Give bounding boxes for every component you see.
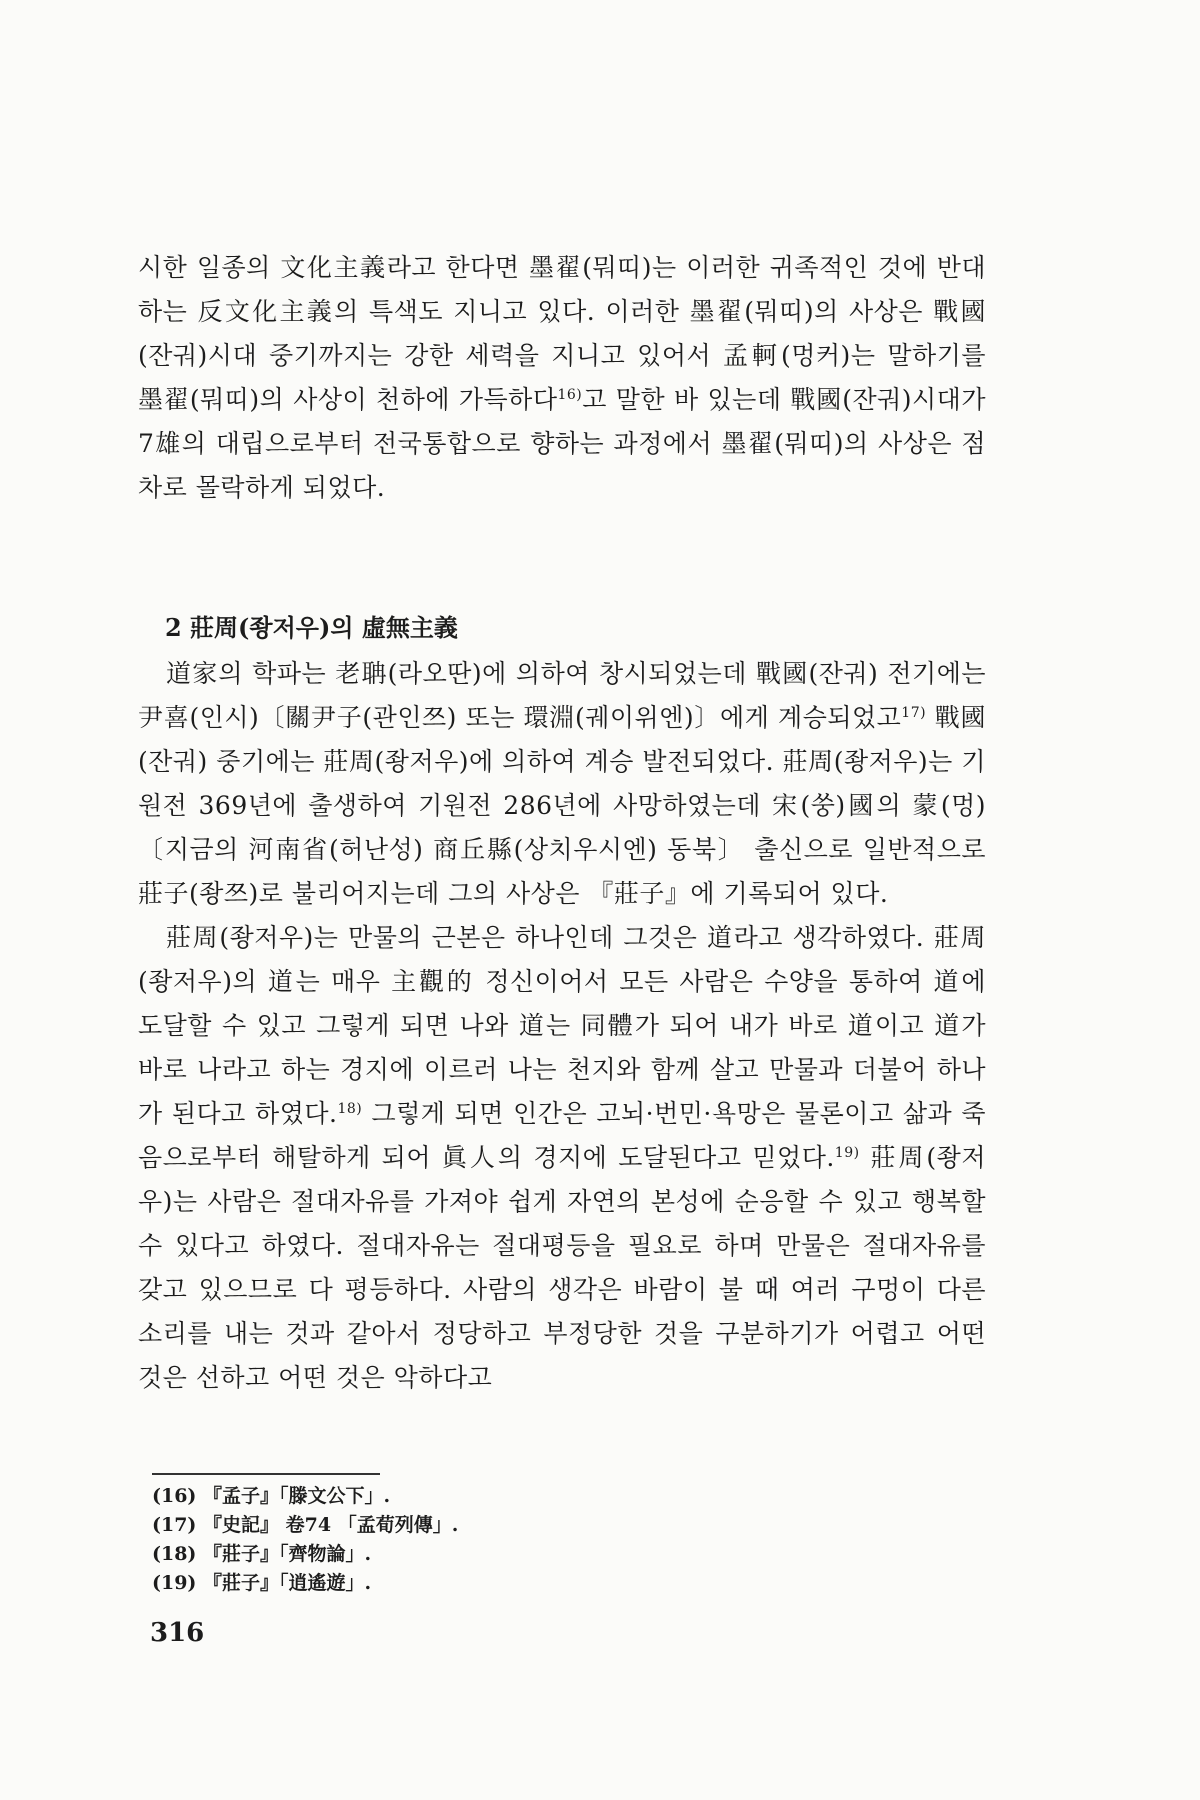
paragraph-1 [138, 246, 986, 510]
paragraph-2-part1: 道家의 학파는 老聃(라오딴)에 의하여 창시되었는데 戰國(잔궈) 전기에는 尹喜(인시)〔關尹子(관인쯔) 또는 環淵(궤이위엔)〕에게 계승되었고 [138, 659, 986, 732]
paragraph-3 [138, 916, 986, 1400]
footnote-ref-17: 17) [901, 705, 927, 721]
footnote-ref-16: 16) [557, 387, 583, 403]
footnote-ref-19: 19) [834, 1145, 860, 1161]
paragraph-continued [138, 246, 986, 510]
paragraph-2 [138, 652, 986, 916]
footnote-19: (19) 『莊子』「逍遙遊」. [152, 1572, 372, 1594]
paragraph-2-part2: 戰國(잔궈) 중기에는 莊周(좡저우)에 의하여 계승 발전되었다. 莊周(좡저우)는 기원전 369년에 출생하여 기원전 286년에 사망하였는데 宋(쑹)國의 蒙(멍)〔지금의 河南省(허난성) 商丘縣(상치우시엔) 동북〕 출신으로 일반적으로 莊子(좡쯔)로 불리어지는데 그의 사상은 『莊子』에 기록되어 있다. [138, 703, 986, 908]
paragraph-1-tail: 고 말한 바 있는데 戰國(잔궈)시대가 7雄의 대립으로부터 전국통합으로 향하는 과정에서 墨翟(뭐띠)의 사상은 점차로 몰락하게 되었다. [138, 385, 986, 502]
footnote-17: (17) 『史記』 卷74 「孟荀列傳」. [152, 1514, 459, 1536]
section-heading: 2 莊周(좡저우)의 虛無主義 [165, 613, 458, 642]
footnote-divider [152, 1473, 380, 1475]
footnote-16: (16) 『孟子』「滕文公下」. [152, 1485, 391, 1507]
footnote-18: (18) 『莊子』「齊物論」. [152, 1543, 372, 1565]
paragraph-3-part1: 莊周(좡저우)는 만물의 근본은 하나인데 그것은 道라고 생각하였다. 莊周(좡저우)의 道는 매우 主觀的 정신이어서 모든 사람은 수양을 통하여 道에 도달할 수 있고 그렇게 되면 나와 道는 同體가 되어 내가 바로 道이고 道가 바로 나라고 하는 경지에 이르러 나는 천지와 함께 살고 만물과 더불어 하나가 된다고 하였다. [138, 923, 986, 1128]
page-number: 316 [150, 1618, 205, 1648]
paragraph-3-part2: 그렇게 되면 인간은 고뇌·번민·욕망은 물론이고 삶과 죽음으로부터 해탈하게 되어 眞人의 경지에 도달된다고 믿었다. [138, 1099, 986, 1172]
section-body [138, 652, 986, 1400]
footnotes [152, 1482, 458, 1598]
footnote-ref-18: 18) [337, 1101, 363, 1117]
paragraph-1-text: 시한 일종의 文化主義라고 한다면 墨翟(뭐띠)는 이러한 귀족적인 것에 반대하는 反文化主義의 특색도 지니고 있다. 이러한 墨翟(뭐띠)의 사상은 戰國(잔궈)시대 중기까지는 강한 세력을 지니고 있어서 孟軻(멍커)는 말하기를 墨翟(뭐띠)의 사상이 천하에 가득하다 [138, 253, 986, 414]
paragraph-3-part3: 莊周(좡저우)는 사람은 절대자유를 가져야 쉽게 자연의 본성에 순응할 수 있고 행복할 수 있다고 하였다. 절대자유는 절대평등을 필요로 하며 만물은 절대자유를 갖고 있으므로 다 평등하다. 사람의 생각은 바람이 불 때 여러 구멍이 다른 소리를 내는 것과 같아서 정당하고 부정당한 것을 구분하기가 어렵고 어떤 것은 선하고 어떤 것은 악하다고 [138, 1143, 986, 1392]
